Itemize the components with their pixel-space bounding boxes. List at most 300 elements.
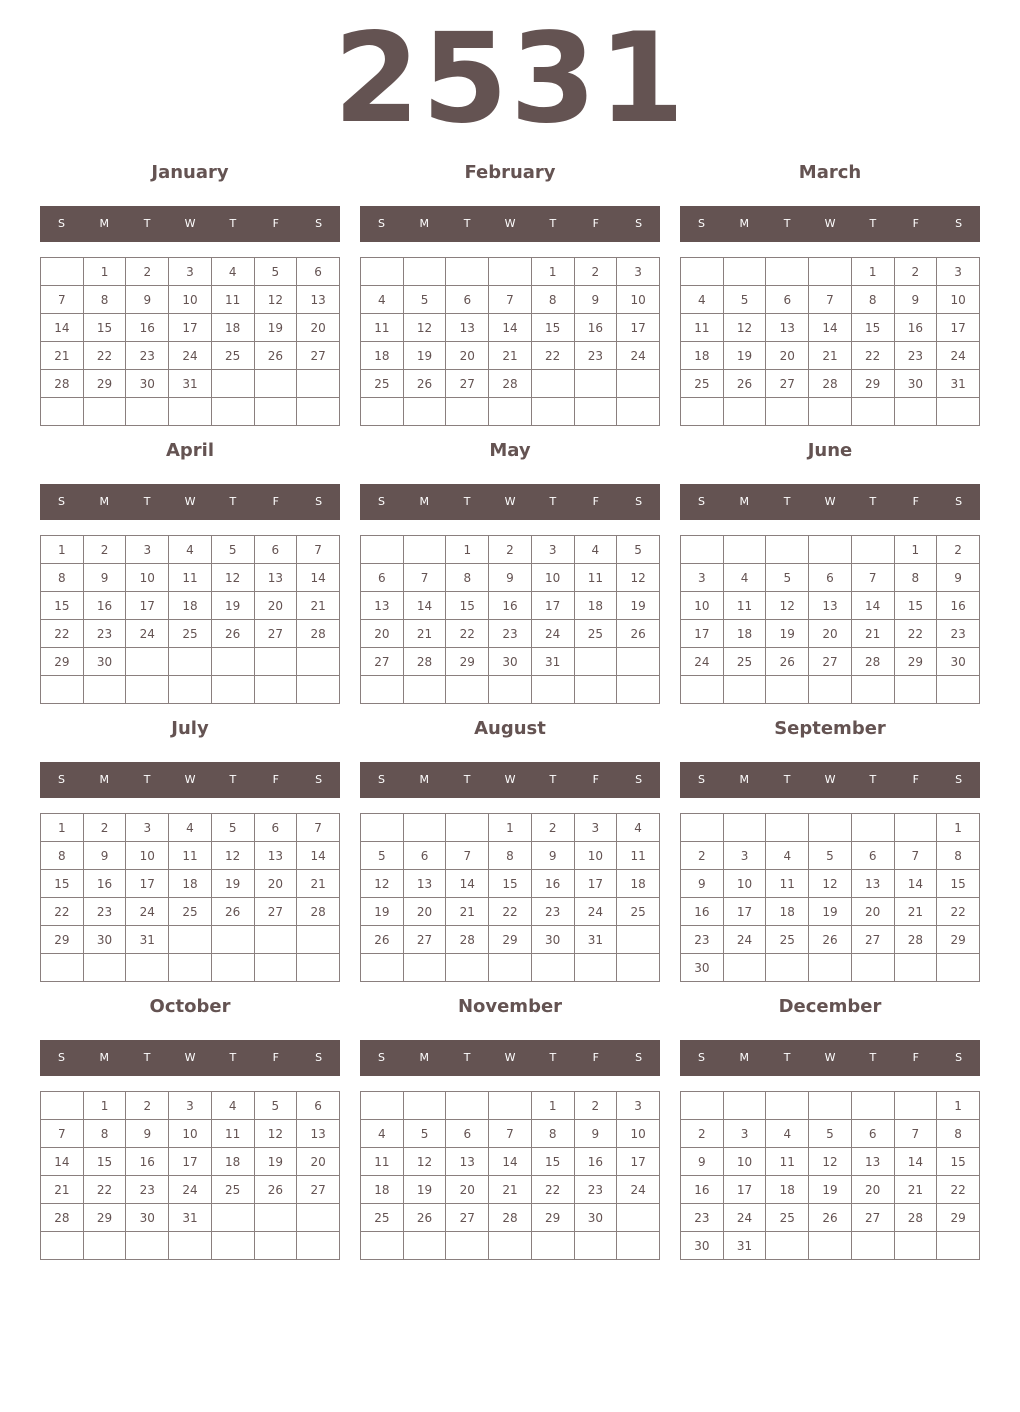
day-cell: 7	[446, 842, 489, 870]
day-cell: 29	[937, 1204, 980, 1232]
weekday-label: M	[419, 495, 430, 508]
day-cell: 26	[211, 898, 254, 926]
empty-cell	[361, 814, 404, 842]
empty-cell	[361, 954, 404, 982]
day-cell: 16	[83, 592, 126, 620]
day-cell: 14	[894, 1148, 937, 1176]
empty-cell	[617, 676, 660, 704]
weekday-label: T	[463, 1051, 471, 1064]
day-cell: 12	[723, 314, 766, 342]
day-cell: 4	[211, 258, 254, 286]
day-cell: 17	[723, 1176, 766, 1204]
day-cell: 15	[489, 870, 532, 898]
day-cell: 15	[851, 314, 894, 342]
day-cell: 31	[126, 926, 169, 954]
empty-cell	[766, 258, 809, 286]
day-cell: 13	[297, 286, 340, 314]
empty-cell	[723, 536, 766, 564]
weekday-label: F	[272, 495, 279, 508]
day-cell: 23	[126, 342, 169, 370]
day-cell: 2	[574, 1092, 617, 1120]
day-cell: 2	[126, 258, 169, 286]
day-cell: 26	[766, 648, 809, 676]
empty-cell	[41, 398, 84, 426]
day-cell: 26	[254, 1176, 297, 1204]
week-row	[361, 536, 660, 564]
day-cell: 16	[894, 314, 937, 342]
empty-cell	[41, 954, 84, 982]
day-cell: 13	[297, 1120, 340, 1148]
day-cell: 15	[937, 1148, 980, 1176]
weekday-label: T	[783, 495, 791, 508]
day-cell: 16	[83, 870, 126, 898]
day-cell: 20	[297, 314, 340, 342]
day-cell: 15	[937, 870, 980, 898]
day-cell: 2	[83, 814, 126, 842]
day-cell: 21	[851, 620, 894, 648]
weekday-label: T	[869, 773, 877, 786]
day-cell: 4	[766, 842, 809, 870]
day-cell: 11	[574, 564, 617, 592]
day-cell: 12	[361, 870, 404, 898]
weekday-label: T	[549, 1051, 557, 1064]
empty-cell	[574, 954, 617, 982]
day-cell: 22	[446, 620, 489, 648]
day-cell: 25	[766, 1204, 809, 1232]
empty-cell	[766, 536, 809, 564]
weekday-label: T	[229, 773, 237, 786]
day-cell: 16	[681, 1176, 724, 1204]
day-cell: 28	[489, 1204, 532, 1232]
day-cell: 3	[723, 1120, 766, 1148]
day-cell: 11	[361, 1148, 404, 1176]
empty-cell	[574, 398, 617, 426]
day-cell: 22	[937, 1176, 980, 1204]
day-cell: 5	[809, 842, 852, 870]
weekday-label: S	[697, 495, 705, 508]
day-cell: 23	[574, 342, 617, 370]
day-cell: 20	[403, 898, 446, 926]
day-cell: 6	[297, 258, 340, 286]
empty-cell	[617, 1204, 660, 1232]
day-cell: 23	[531, 898, 574, 926]
day-cell: 19	[361, 898, 404, 926]
empty-cell	[489, 1232, 532, 1260]
week-row	[681, 258, 980, 286]
day-cell: 14	[41, 314, 84, 342]
day-cell: 1	[489, 814, 532, 842]
weekday-label: W	[824, 1051, 836, 1064]
day-cell: 13	[254, 564, 297, 592]
weekday-label: S	[635, 773, 643, 786]
day-cell: 4	[361, 286, 404, 314]
day-cell: 11	[681, 314, 724, 342]
empty-cell	[83, 676, 126, 704]
empty-cell	[723, 258, 766, 286]
day-cell: 15	[83, 314, 126, 342]
day-cell: 20	[254, 592, 297, 620]
empty-cell	[894, 676, 937, 704]
day-cell: 15	[531, 314, 574, 342]
day-cell: 2	[126, 1092, 169, 1120]
day-cell: 28	[297, 620, 340, 648]
week-row	[361, 370, 660, 398]
empty-cell	[617, 370, 660, 398]
day-cell: 14	[41, 1148, 84, 1176]
day-cell: 24	[531, 620, 574, 648]
empty-cell	[361, 676, 404, 704]
empty-cell	[574, 676, 617, 704]
week-row	[681, 1176, 980, 1204]
empty-cell	[851, 536, 894, 564]
day-cell: 21	[41, 1176, 84, 1204]
empty-cell	[297, 676, 340, 704]
day-cell: 17	[126, 870, 169, 898]
weekday-label: T	[143, 1051, 151, 1064]
weekday-label: W	[504, 773, 516, 786]
month-name: June	[807, 440, 853, 461]
day-cell: 31	[169, 370, 212, 398]
day-cell: 8	[531, 1120, 574, 1148]
day-cell: 30	[489, 648, 532, 676]
week-row	[41, 592, 340, 620]
day-cell: 19	[617, 592, 660, 620]
empty-cell	[489, 398, 532, 426]
day-cell: 3	[937, 258, 980, 286]
week-row	[41, 370, 340, 398]
empty-cell	[403, 258, 446, 286]
empty-cell	[723, 676, 766, 704]
day-cell: 6	[297, 1092, 340, 1120]
weekday-label: S	[697, 773, 705, 786]
day-cell: 28	[851, 648, 894, 676]
week-row	[41, 870, 340, 898]
empty-cell	[681, 676, 724, 704]
day-cell: 24	[126, 620, 169, 648]
day-cell: 6	[851, 1120, 894, 1148]
empty-cell	[851, 676, 894, 704]
weekday-label: S	[57, 217, 65, 230]
empty-cell	[297, 954, 340, 982]
day-cell: 9	[681, 1148, 724, 1176]
empty-cell	[723, 1092, 766, 1120]
day-cell: 14	[809, 314, 852, 342]
day-cell: 30	[681, 1232, 724, 1260]
day-cell: 9	[574, 1120, 617, 1148]
empty-cell	[297, 926, 340, 954]
day-grid	[360, 535, 660, 704]
day-cell: 6	[446, 286, 489, 314]
day-cell: 14	[446, 870, 489, 898]
empty-cell	[446, 398, 489, 426]
day-cell: 27	[851, 1204, 894, 1232]
month-name: December	[778, 996, 882, 1017]
week-row	[681, 398, 980, 426]
week-row	[361, 954, 660, 982]
weekday-label: S	[57, 495, 65, 508]
day-cell: 19	[403, 342, 446, 370]
week-row	[41, 1092, 340, 1120]
empty-cell	[361, 536, 404, 564]
week-row	[681, 648, 980, 676]
empty-cell	[723, 398, 766, 426]
day-cell: 17	[169, 314, 212, 342]
empty-cell	[403, 954, 446, 982]
empty-cell	[446, 954, 489, 982]
day-cell: 18	[361, 342, 404, 370]
day-cell: 10	[681, 592, 724, 620]
empty-cell	[83, 954, 126, 982]
weekday-label: T	[229, 1051, 237, 1064]
day-cell: 16	[489, 592, 532, 620]
weekday-label: S	[57, 773, 65, 786]
day-cell: 24	[723, 1204, 766, 1232]
week-row	[361, 1092, 660, 1120]
empty-cell	[809, 398, 852, 426]
day-cell: 28	[41, 1204, 84, 1232]
day-cell: 10	[126, 564, 169, 592]
day-cell: 15	[41, 592, 84, 620]
day-cell: 8	[83, 286, 126, 314]
day-cell: 4	[766, 1120, 809, 1148]
day-cell: 2	[894, 258, 937, 286]
day-grid	[40, 535, 340, 704]
week-row	[41, 286, 340, 314]
day-cell: 10	[723, 1148, 766, 1176]
day-cell: 7	[403, 564, 446, 592]
day-cell: 24	[723, 926, 766, 954]
day-cell: 8	[894, 564, 937, 592]
week-row	[681, 1204, 980, 1232]
weekday-label: W	[824, 495, 836, 508]
day-cell: 19	[766, 620, 809, 648]
day-cell: 14	[489, 1148, 532, 1176]
day-cell: 29	[489, 926, 532, 954]
day-cell: 13	[809, 592, 852, 620]
empty-cell	[894, 1092, 937, 1120]
day-cell: 19	[723, 342, 766, 370]
day-cell: 17	[574, 870, 617, 898]
weekday-label: S	[315, 495, 323, 508]
day-cell: 22	[937, 898, 980, 926]
day-cell: 25	[211, 1176, 254, 1204]
weekday-label: S	[315, 773, 323, 786]
day-cell: 13	[851, 1148, 894, 1176]
weekday-label: W	[184, 1051, 196, 1064]
week-row	[681, 592, 980, 620]
day-cell: 16	[126, 1148, 169, 1176]
month-name: August	[474, 718, 546, 739]
day-cell: 12	[766, 592, 809, 620]
day-grid	[680, 257, 980, 426]
day-cell: 18	[211, 314, 254, 342]
day-cell: 13	[446, 1148, 489, 1176]
day-cell: 23	[681, 1204, 724, 1232]
week-row	[681, 814, 980, 842]
empty-cell	[211, 1204, 254, 1232]
week-row	[41, 648, 340, 676]
day-cell: 7	[41, 1120, 84, 1148]
empty-cell	[851, 814, 894, 842]
day-cell: 21	[297, 870, 340, 898]
empty-cell	[723, 954, 766, 982]
day-cell: 13	[851, 870, 894, 898]
day-cell: 25	[574, 620, 617, 648]
day-cell: 6	[809, 564, 852, 592]
empty-cell	[937, 676, 980, 704]
empty-cell	[254, 954, 297, 982]
day-cell: 2	[681, 842, 724, 870]
day-cell: 12	[254, 1120, 297, 1148]
day-cell: 3	[681, 564, 724, 592]
empty-cell	[403, 1092, 446, 1120]
empty-cell	[297, 648, 340, 676]
day-cell: 11	[617, 842, 660, 870]
weekday-label: M	[739, 495, 750, 508]
empty-cell	[809, 1232, 852, 1260]
empty-cell	[681, 258, 724, 286]
empty-cell	[617, 926, 660, 954]
day-cell: 12	[254, 286, 297, 314]
empty-cell	[403, 1232, 446, 1260]
empty-cell	[211, 954, 254, 982]
empty-cell	[681, 536, 724, 564]
empty-cell	[574, 1232, 617, 1260]
day-cell: 20	[851, 898, 894, 926]
weekday-header	[360, 1040, 660, 1076]
day-cell: 16	[681, 898, 724, 926]
day-cell: 25	[169, 898, 212, 926]
day-cell: 26	[403, 370, 446, 398]
empty-cell	[403, 536, 446, 564]
empty-cell	[531, 370, 574, 398]
day-cell: 21	[446, 898, 489, 926]
day-cell: 17	[937, 314, 980, 342]
day-cell: 11	[766, 1148, 809, 1176]
day-cell: 8	[446, 564, 489, 592]
day-cell: 8	[851, 286, 894, 314]
week-row	[361, 842, 660, 870]
day-cell: 18	[361, 1176, 404, 1204]
weekday-label: T	[783, 217, 791, 230]
day-cell: 8	[41, 842, 84, 870]
week-row	[681, 926, 980, 954]
empty-cell	[617, 648, 660, 676]
day-cell: 6	[361, 564, 404, 592]
day-cell: 24	[617, 342, 660, 370]
empty-cell	[211, 926, 254, 954]
day-cell: 26	[254, 342, 297, 370]
day-cell: 14	[297, 842, 340, 870]
weekday-header	[360, 206, 660, 242]
empty-cell	[254, 648, 297, 676]
day-cell: 10	[937, 286, 980, 314]
week-row	[41, 814, 340, 842]
day-cell: 1	[531, 1092, 574, 1120]
day-cell: 4	[617, 814, 660, 842]
day-cell: 26	[723, 370, 766, 398]
day-cell: 12	[809, 1148, 852, 1176]
day-cell: 18	[766, 898, 809, 926]
day-cell: 5	[403, 286, 446, 314]
weekday-label: S	[377, 1051, 385, 1064]
day-cell: 5	[361, 842, 404, 870]
day-cell: 2	[83, 536, 126, 564]
day-cell: 26	[809, 926, 852, 954]
week-row	[681, 842, 980, 870]
day-cell: 22	[894, 620, 937, 648]
empty-cell	[894, 398, 937, 426]
empty-cell	[766, 954, 809, 982]
day-cell: 13	[403, 870, 446, 898]
day-cell: 3	[126, 536, 169, 564]
day-cell: 1	[937, 1092, 980, 1120]
day-cell: 12	[809, 870, 852, 898]
day-cell: 11	[723, 592, 766, 620]
day-cell: 20	[851, 1176, 894, 1204]
day-cell: 28	[297, 898, 340, 926]
day-cell: 8	[83, 1120, 126, 1148]
day-cell: 21	[894, 898, 937, 926]
day-cell: 2	[937, 536, 980, 564]
weekday-label: W	[824, 217, 836, 230]
day-cell: 18	[574, 592, 617, 620]
day-cell: 23	[83, 898, 126, 926]
month-name: February	[464, 162, 556, 183]
empty-cell	[723, 814, 766, 842]
week-row	[681, 1232, 980, 1260]
day-cell: 28	[894, 1204, 937, 1232]
day-cell: 21	[894, 1176, 937, 1204]
week-row	[681, 536, 980, 564]
month-name: April	[165, 440, 215, 461]
weekday-header	[680, 1040, 980, 1076]
weekday-label: T	[229, 217, 237, 230]
weekday-label: M	[99, 773, 110, 786]
day-cell: 6	[446, 1120, 489, 1148]
week-row	[361, 592, 660, 620]
day-cell: 27	[254, 620, 297, 648]
day-cell: 1	[531, 258, 574, 286]
day-cell: 1	[41, 536, 84, 564]
empty-cell	[41, 676, 84, 704]
empty-cell	[681, 398, 724, 426]
day-cell: 12	[211, 842, 254, 870]
weekday-label: M	[99, 1051, 110, 1064]
day-cell: 19	[211, 592, 254, 620]
day-cell: 28	[41, 370, 84, 398]
day-cell: 10	[617, 1120, 660, 1148]
weekday-label: T	[463, 495, 471, 508]
day-cell: 1	[851, 258, 894, 286]
weekday-label: S	[377, 495, 385, 508]
day-cell: 20	[766, 342, 809, 370]
weekday-header	[680, 762, 980, 798]
day-cell: 20	[361, 620, 404, 648]
day-cell: 14	[297, 564, 340, 592]
day-cell: 12	[403, 1148, 446, 1176]
weekday-label: T	[783, 1051, 791, 1064]
day-cell: 29	[531, 1204, 574, 1232]
empty-cell	[297, 370, 340, 398]
day-cell: 30	[937, 648, 980, 676]
day-cell: 5	[403, 1120, 446, 1148]
empty-cell	[809, 1092, 852, 1120]
weekday-label: S	[315, 217, 323, 230]
day-cell: 19	[403, 1176, 446, 1204]
empty-cell	[297, 1204, 340, 1232]
day-cell: 16	[574, 1148, 617, 1176]
